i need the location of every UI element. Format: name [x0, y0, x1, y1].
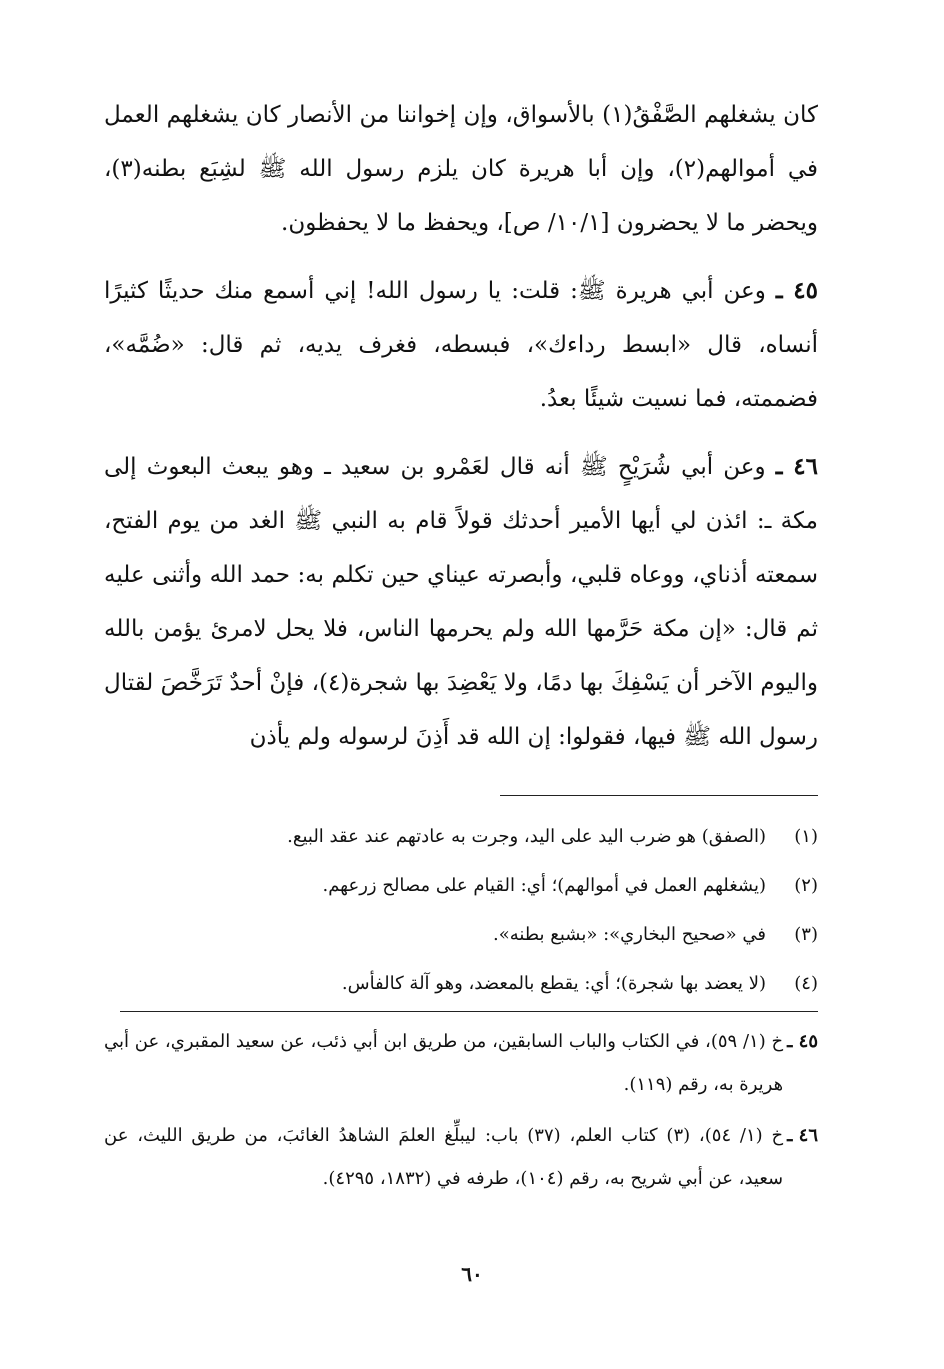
- hadith-number: ٤٦ ـ: [775, 453, 819, 480]
- footnote: [110, 910, 818, 959]
- hadith-text: وعن أبي شُرَيْحٍ ﷺ أنه قال لعَمْرو بن سعيد ـ وهو يبعث البعوث إلى مكة ـ: ائذن لي أيها الأمير أحدثك قولاً قام به النبي ﷺ الغد من يوم الفتح، سمعته أذناي، ووعاه قلبي، وأبصرته عيناي حين تكلم به: حمد الله وأثنى عليه ثم قال: «إن مكة حَرَّمها الله ولم يحرمها الناس، فلا يحل لامرئ يؤمن بالله واليوم الآخر أن يَسْفِكَ بها دمًا، ولا يَعْضِدَ بها شجرة(٤)، فإنْ أحدٌ تَرَخَّصَ لقتال رسول الله ﷺ فيها، فقولوا: إن الله قد أَذِنَ لرسوله ولم يأذن: [104, 454, 818, 750]
- footnote: [110, 812, 818, 861]
- source-entry: [104, 1020, 818, 1106]
- hadith-45: [104, 264, 818, 426]
- footnote-number: (٢): [794, 875, 818, 896]
- source-references: [104, 1020, 818, 1200]
- footnote-divider: [500, 795, 818, 796]
- hadith-number: ٤٥ ـ: [775, 277, 818, 304]
- source-divider: [120, 1011, 818, 1012]
- main-text: [104, 88, 818, 764]
- paragraph-text: كان يشغلهم الصَّفْقُ(١) بالأسواق، وإن إخواننا من الأنصار كان يشغلهم العمل في أموالهم(٢)، وإن أبا هريرة كان يلزم رسول الله ﷺ لشِبَع بطنه(٣)، ويحضر ما لا يحضرون [١٠/١/ ص]، ويحفظ ما لا يحفظون.: [104, 102, 818, 236]
- footnote-number: (٤): [794, 973, 818, 994]
- footnotes: [110, 812, 818, 1008]
- footnote: [110, 959, 818, 1008]
- hadith-46: [104, 440, 818, 764]
- hadith-text: وعن أبي هريرة ﷺ: قلت: يا رسول الله! إني أسمع منك حديثًا كثيرًا أنساه، قال «ابسط رداءك»، فبسطه، فغرف يديه، ثم قال: «ضُمَّه»، فضممته، فما نسيت شيئًا بعدُ.: [104, 278, 818, 412]
- page-number: ٦٠: [461, 1262, 483, 1286]
- footnote-text: (الصفق) هو ضرب اليد على اليد، وجرت به عادتهم عند عقد البيع.: [287, 826, 766, 847]
- source-number: ٤٦ ـ: [787, 1125, 818, 1146]
- source-text: خ (١/ ٥٩)، في الكتاب والباب السابقين، من طريق ابن أبي ذئب، عن سعيد المقبري، عن أبي هريرة به، رقم (١١٩).: [104, 1031, 784, 1095]
- source-number: ٤٥ ـ: [787, 1031, 818, 1052]
- footnote-text: (لا يعضد بها شجرة)؛ أي: يقطع بالمعضد، وهو آلة كالفأس.: [341, 973, 766, 994]
- paragraph-continuation: [104, 88, 818, 250]
- footnote-number: (١): [794, 826, 818, 847]
- footnote-text: (يشغلهم العمل في أموالهم)؛ أي: القيام على مصالح زرعهم.: [322, 875, 766, 896]
- footnote: [110, 861, 818, 910]
- footnote-number: (٣): [794, 924, 818, 945]
- source-text: خ (١/ ٥٤)، (٣) كتاب العلم، (٣٧) باب: ليبلِّغ العلمَ الشاهدُ الغائبَ، من طريق الليث، عن سعيد، عن أبي شريح به، رقم (١٠٤)، طرفه في (١٨٣٢، ٤٢٩٥).: [104, 1125, 784, 1189]
- source-entry: [104, 1114, 818, 1200]
- footnote-text: في «صحيح البخاري»: «بشبع بطنه».: [492, 924, 766, 945]
